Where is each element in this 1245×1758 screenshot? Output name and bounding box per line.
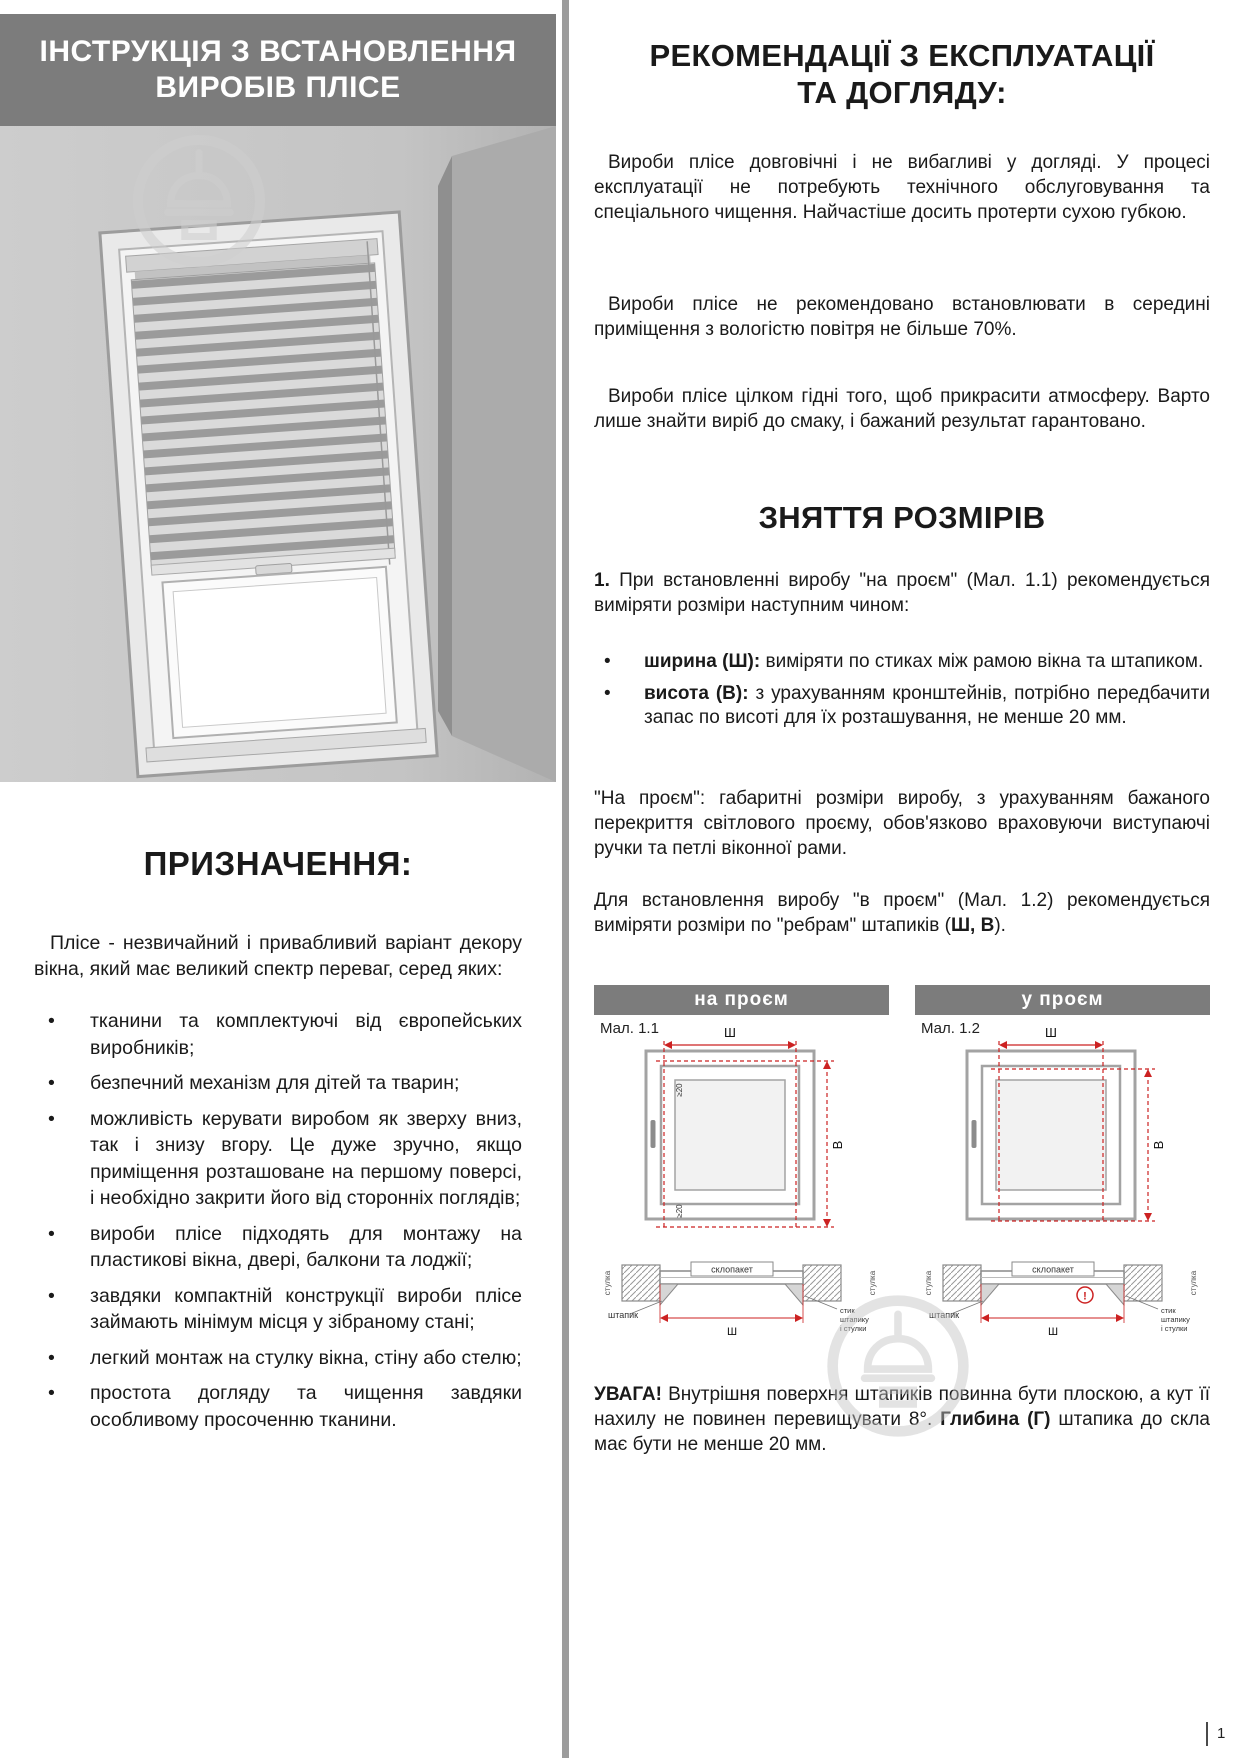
list-item [34, 1283, 522, 1336]
list-item-text: легкий монтаж на стулку вікна, стіну або стелю; [90, 1346, 522, 1369]
diagram-in-opening [915, 985, 1210, 1370]
window-handle-icon [651, 1120, 656, 1148]
list-item-text: завдяки компактній конструкції вироби плісе займають мінімум місця у зібраному стані; [90, 1284, 522, 1334]
purpose-bullet-list [34, 1008, 522, 1442]
list-item [34, 1106, 522, 1212]
p5-text1: Для встановлення виробу "в проєм" (Мал. 1.2) рекомендується виміряти розміри по "ребрам" штапиків ( [594, 890, 1210, 937]
step-text: При встановленні виробу "на проєм" (Мал. 1.1) рекомендується виміряти розміри наступним чином: [594, 570, 1210, 617]
term-height: висота (В): [644, 682, 749, 704]
window-handle-icon [972, 1120, 977, 1148]
width-dim-label: Ш [1045, 1025, 1057, 1040]
list-item [34, 1345, 522, 1372]
page-number: 1 [1206, 1722, 1225, 1746]
column-divider [562, 0, 569, 1758]
attention-label: УВАГА! [594, 1384, 662, 1405]
p5-bold: Ш, В [950, 915, 995, 937]
recommendations-paragraph-3: Вироби плісе цілком гідні того, щоб прикрасити атмосферу. Варто лише знайти виріб до смаку, і бажаний результат гарантовано. [594, 386, 1210, 433]
bead-label: штапик [929, 1310, 960, 1320]
joint-label-1: стик [1161, 1306, 1176, 1315]
sash-left-label: стулка [924, 1270, 933, 1296]
warning-exclamation: ! [1083, 1290, 1087, 1303]
diagram-header-in-opening: у проєм [915, 985, 1210, 1015]
joint-label-2: штапику [1161, 1315, 1190, 1324]
attention-bold2: Глибина (Г) [940, 1409, 1051, 1431]
joint-label-1: стик [840, 1306, 855, 1315]
list-item-text: безпечний механізм для дітей та тварин; [90, 1072, 460, 1095]
recommendations-title-line1: РЕКОМЕНДАЦІЇ З ЕКСПЛУАТАЦІЇ [649, 38, 1155, 73]
left-header-banner [0, 14, 556, 126]
list-item [594, 682, 1210, 731]
measuring-bullet-list [594, 650, 1210, 738]
recommendations-paragraph-1: Вироби плісе довговічні і не вибагливі у догляді. У процесі експлуатації не потребують технічного обслуговування та спеціального чищення. Найчастіше досить протерти сухою губкою. [594, 152, 1210, 224]
gap-bottom-label: ≥20 [675, 1204, 684, 1218]
list-item [34, 1380, 522, 1433]
recommendations-title-line2: ТА ДОГЛЯДУ: [797, 74, 1007, 110]
term-height-text: з урахуванням кронштейнів, потрібно передбачити запас по висоті для їх розташування, не менше 20 мм. [644, 682, 1210, 729]
sash-right-label: стулка [1189, 1270, 1198, 1296]
attention-text2: штапика до скла має бути не менше 20 мм. [594, 1409, 1210, 1456]
figure-caption: Мал. 1.2 [921, 1020, 980, 1037]
purpose-intro: Плісе - незвичайний і привабливий варіант декору вікна, який має великий спектр переваг, серед яких: [34, 931, 522, 981]
window-measure-diagram-1 [594, 1015, 889, 1365]
height-dim-label: В [830, 1140, 845, 1150]
measuring-paragraph-4: "На проєм": габаритні розміри виробу, з урахуванням бажаного перекриття світлового проєму, обов'язково враховуючи виступаючі ручки та петлі віконної рами. [594, 788, 1210, 860]
attention-paragraph [594, 1382, 1210, 1457]
window-measure-diagram-2 [915, 1015, 1210, 1365]
diagram-on-opening [594, 985, 889, 1370]
list-item [34, 1008, 522, 1061]
left-header-line2: ВИРОБІВ ПЛІСЕ [155, 71, 401, 104]
sash-right-label: стулка [868, 1270, 877, 1296]
sash-left-label: стулка [603, 1270, 612, 1296]
diagram-header-on-opening: на проєм [594, 985, 889, 1015]
gap-top-label: ≥20 [675, 1083, 684, 1097]
step-number: 1. [594, 570, 610, 591]
measuring-paragraph-5 [594, 888, 1210, 938]
glazing-label: склопакет [1032, 1264, 1074, 1275]
purpose-title: ПРИЗНАЧЕННЯ: [143, 845, 413, 882]
width-dim-label: Ш [724, 1025, 736, 1040]
list-item-text: можливість керувати виробом як зверху вниз, так і знизу вгору. Це дуже зручно, якщо приміщення розташоване на першому поверсі, і необхідно закрити його від сторонніх поглядів; [90, 1107, 522, 1210]
list-item-text: тканини та комплектуючі від європейських виробників; [90, 1010, 522, 1059]
recommendations-paragraph-2: Вироби плісе не рекомендовано встановлювати в середині приміщення з вологістю повітря не більше 70%. [594, 294, 1210, 341]
list-item [594, 650, 1210, 675]
measurement-diagrams [594, 985, 1210, 1370]
window-illustration-svg [0, 126, 556, 782]
term-width-text: виміряти по стиках між рамою вікна та штапиком. [760, 651, 1204, 672]
attention-text1: Внутрішня поверхня штапиків повинна бути плоскою, а кут її нахилу не повинен перевищувати 8°. [594, 1384, 1210, 1431]
list-item [34, 1070, 522, 1097]
bead-label: штапик [608, 1310, 639, 1320]
list-item-text: вироби плісе підходять для монтажу на пластикові вікна, двері, балкони та лоджії; [90, 1222, 522, 1272]
joint-label-3: і стулки [840, 1324, 867, 1333]
measuring-title: ЗНЯТТЯ РОЗМІРІВ [758, 500, 1046, 535]
recommendations-title [594, 38, 1210, 111]
glazing-label: склопакет [711, 1264, 753, 1275]
height-dim-label: В [1151, 1140, 1166, 1150]
joint-label-2: штапику [840, 1315, 869, 1324]
figure-caption: Мал. 1.1 [600, 1020, 659, 1037]
section-width-label: Ш [726, 1326, 738, 1338]
joint-label-3: і стулки [1161, 1324, 1188, 1333]
list-item [34, 1221, 522, 1274]
p5-text2: ). [994, 915, 1006, 937]
left-header-line1: ІНСТРУКЦІЯ З ВСТАНОВЛЕННЯ [39, 35, 517, 68]
measuring-step1 [594, 568, 1210, 618]
section-width-label: Ш [1047, 1326, 1059, 1338]
window-illustration [0, 126, 556, 782]
term-width: ширина (Ш): [644, 651, 761, 672]
list-item-text: простота догляду та чищення завдяки особливому просоченню тканини. [90, 1382, 522, 1431]
